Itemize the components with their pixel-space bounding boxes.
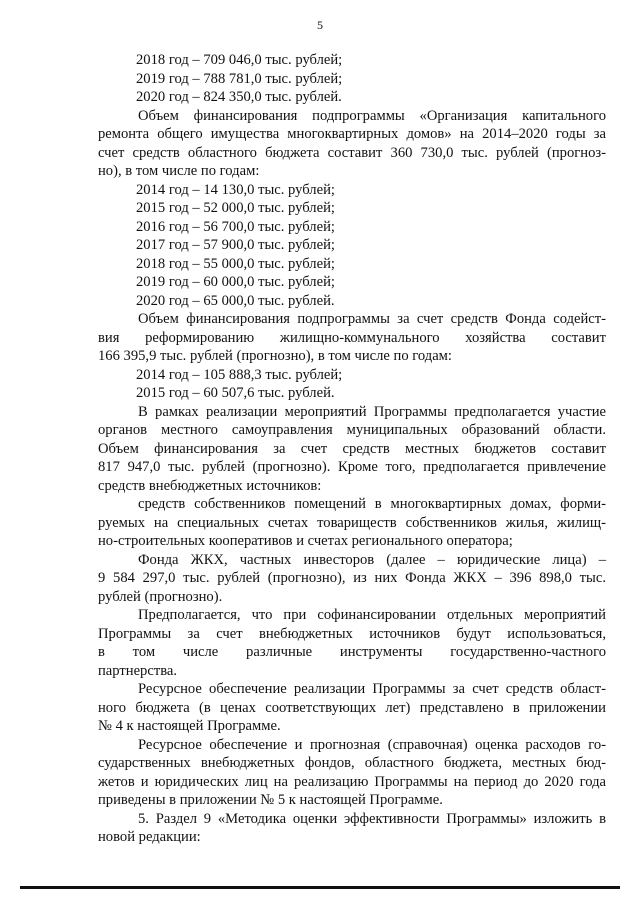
text-line: 2019 год – 788 781,0 тыс. рублей;: [136, 70, 343, 87]
text-line: 2016 год – 56 700,0 тыс. рублей;: [136, 218, 335, 235]
text-line: 2020 год – 65 000,0 тыс. рублей.: [136, 292, 335, 309]
text-line: 2018 год – 55 000,0 тыс. рублей;: [136, 255, 335, 272]
text-line: 817 947,0 тыс. рублей (прогнозно). Кроме того, предполагается привлечение: [98, 459, 606, 475]
text-line: Ресурсное обеспечение реализации Программы за счет средств област-: [138, 681, 606, 697]
text-line: В рамках реализации мероприятий Программы предполагается участие: [138, 403, 606, 420]
text-line: 2020 год – 824 350,0 тыс. рублей.: [136, 89, 342, 105]
text-line: вия реформированию жилищно-коммунального хозяйства составит: [98, 329, 606, 346]
text-line: Объем финансирования подпрограммы за счет средств Фонда содейст-: [138, 311, 606, 327]
text-line: в том числе различные инструменты государственно-частного: [98, 644, 606, 660]
text-line: 5. Раздел 9 «Методика оценки эффективности Программы» изложить в: [138, 810, 606, 827]
text-line: жетов и юридических лиц на реализацию Программы на период до 2020 года: [98, 773, 606, 790]
text-line: Предполагается, что при софинансировании отдельных мероприятий: [138, 607, 606, 623]
text-line: Программы за счет внебюджетных источников будут использоваться,: [98, 625, 606, 642]
text-line: органов местного самоуправления муниципальных образований области.: [98, 422, 606, 438]
text-line: рублей (прогнозно).: [98, 588, 223, 605]
bottom-divider: [20, 886, 620, 889]
text-line: 2017 год – 57 900,0 тыс. рублей;: [136, 237, 335, 253]
text-line: новой редакции:: [98, 829, 201, 845]
text-line: средств собственников помещений в многоквартирных домах, форми-: [138, 496, 606, 512]
text-line: но), в том числе по годам:: [98, 163, 260, 179]
text-line: Объем финансирования подпрограммы «Организация капитального: [138, 107, 606, 124]
text-line: сударственных внебюджетных фондов, областного бюджета, местных бюд-: [98, 755, 606, 771]
text-line: 2015 год – 60 507,6 тыс. рублей.: [136, 385, 335, 401]
text-line: счет средств областного бюджета составит 360 730,0 тыс. рублей (прогноз-: [98, 144, 606, 161]
text-line: но-строительных кооперативов и счетах регионального оператора;: [98, 533, 513, 549]
text-line: Ресурсное обеспечение и прогнозная (справочная) оценка расходов го-: [138, 736, 606, 753]
text-line: средств внебюджетных источников:: [98, 477, 322, 494]
text-line: Фонда ЖКХ, частных инвесторов (далее – юридические лица) –: [138, 551, 606, 568]
text-line: Объем финансирования за счет средств местных бюджетов составит: [98, 440, 606, 457]
text-line: 2014 год – 105 888,3 тыс. рублей;: [136, 366, 343, 383]
text-line: № 4 к настоящей Программе.: [98, 718, 281, 734]
text-line: ного бюджета (в ценах соответствующих лет) представлено в приложении: [98, 699, 606, 716]
text-line: ремонта общего имущества многоквартирных домов» на 2014–2020 годы за: [98, 126, 606, 142]
page-number: 5: [317, 18, 323, 32]
text-line: 2019 год – 60 000,0 тыс. рублей;: [136, 274, 335, 290]
text-line: партнерства.: [98, 662, 178, 679]
text-line: 166 395,9 тыс. рублей (прогнозно), в том числе по годам:: [98, 348, 452, 364]
text-line: приведены в приложении № 5 к настоящей Программе.: [98, 792, 443, 808]
text-line: 2015 год – 52 000,0 тыс. рублей;: [136, 200, 335, 216]
text-line: 2018 год – 709 046,0 тыс. рублей;: [136, 52, 343, 68]
document-body: [98, 51, 606, 847]
text-line: руемых на специальных счетах товариществ собственников жилья, жилищ-: [98, 514, 606, 531]
text-line: 2014 год – 14 130,0 тыс. рублей;: [136, 181, 335, 198]
text-line: 9 584 297,0 тыс. рублей (прогнозно), из них Фонда ЖКХ – 396 898,0 тыс.: [98, 570, 606, 586]
